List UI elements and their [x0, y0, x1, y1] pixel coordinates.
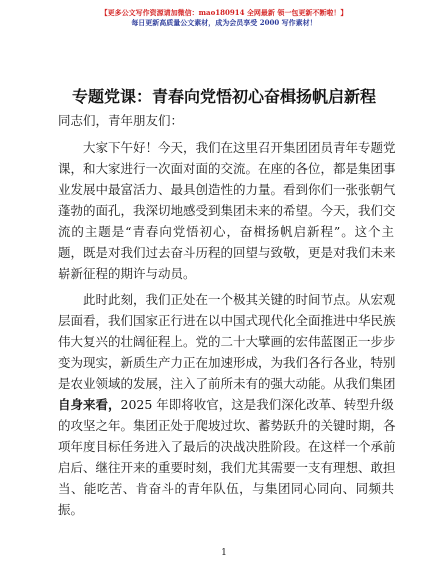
paragraph-2-line-8: 项年度目标任务进入了最后的决战决胜阶段。在这样一个承前: [58, 439, 396, 454]
paragraph-2-line-9: 启后、继往开来的重要时刻，我们尤其需要一支有理想、敢担: [58, 460, 396, 475]
paragraph-2-line-5: 是农业领域的发展，注入了前所未有的强大动能。从我们集团: [58, 376, 396, 391]
paragraph-1-line-4: 蓬勃的面孔，我深切地感受到集团未来的希望。今天，我们交: [58, 203, 396, 218]
promo-banner-line-1: 【更多公文写作资源请加微信：mao180914 全网最新 领一包更新不断啦！】: [100, 8, 348, 17]
paragraph-1-line-1: 大家下午好！今天，我们在这里召开集团团员青年专题党: [83, 140, 396, 155]
paragraph-2-line-7: 的攻坚之年。集团正处于爬坡过坎、蓄势跃升的关键时期，各: [58, 418, 396, 433]
paragraph-1-line-3: 业发展中最富活力、最具创造性的力量。看到你们一张张朝气: [58, 182, 396, 197]
paragraph-2-line-6-text: 2025 年即将收官，这是我们深化改革、转型升级: [120, 397, 394, 412]
paragraph-1-line-5: 流的主题是“青春向党悟初心，奋楫扬帆启新程”。这个主: [58, 224, 394, 239]
page-number: 1: [221, 548, 227, 558]
paragraph-1-line-2: 课，和大家进行一次面对面的交流。在座的各位，都是集团事: [58, 161, 396, 176]
bold-phrase: 自身来看，: [58, 397, 121, 412]
greeting: 同志们，青年朋友们：: [58, 113, 184, 128]
paragraph-2-line-6: [58, 395, 394, 413]
paragraph-1-line-7: 崭新征程的期许与动员。: [58, 266, 196, 281]
paragraph-1-line-6: 题，既是对我们过去奋斗历程的回望与致敬，更是对我们未来: [58, 245, 396, 260]
paragraph-2-line-11: 振。: [58, 502, 84, 517]
promo-banner-line-2: 每日更新高质量公文素材，成为会员享受 2000 写作素材！: [131, 18, 317, 27]
paragraph-2-line-4: 变为现实，新质生产力正在加速形成，为我们各行各业，特别: [58, 355, 396, 370]
paragraph-2-line-2: 层面看，我们国家正行进在以中国式现代化全面推进中华民族: [58, 313, 396, 328]
paragraph-2-line-1: 此时此刻，我们正处在一个极其关键的时间节点。从宏观: [83, 292, 396, 307]
document-title: 专题党课：青春向党悟初心奋楫扬帆启新程: [71, 87, 376, 106]
paragraph-2-line-10: 当、能吃苦、肯奋斗的青年队伍，与集团同心同向、同频共: [58, 481, 394, 496]
paragraph-2-line-3: 伟大复兴的壮阔征程上。党的二十大擘画的宏伟蓝图正一步步: [58, 334, 396, 349]
